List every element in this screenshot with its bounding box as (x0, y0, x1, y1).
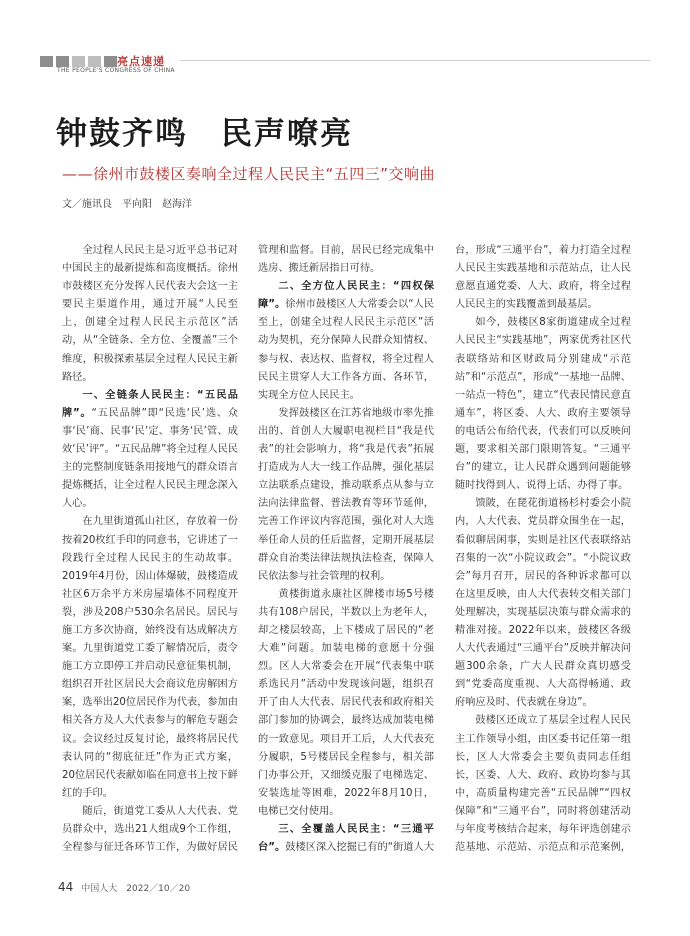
text-column-3 (455, 242, 631, 854)
section-label: 亮点速递 (117, 55, 165, 68)
section-heading: 二、全方位人民民主：“四权保障”。 (258, 281, 434, 311)
article-title: 钟鼓齐鸣 民声嘹亮 (56, 116, 353, 152)
section-heading: 一、全链条人民民主：“五民品牌”。 (62, 389, 238, 419)
paragraph: 一、全链条人民民主：“五民品牌”。“五民品牌”即“民选‘民’选、众事‘民’商、民事‘民’定、事务‘民’管、成效‘民’评”。“五民品牌”将全过程人民民主的完整制度链条用接地气的群众语言提炼概括，让全过程人民民主理念深入人心。 (62, 389, 238, 510)
paragraph: 黄楼街道永康社区牌楼市场5号楼共有108户居民，半数以上为老年人，却之楼层较高，上下楼成了居民的“老大难”问题。加装电梯的意愿十分强烈。区人大常委会在开展“代表集中联系选民月”活动中发现该问题，组织召开了由人大代表、居民代表和政府相关部门参加的协调会，最终达成加装电梯的一致意见。项目开工后，人大代表充分履职，5号楼居民全程参与，相关部门办事公开，又细缓克服了电梯选定、安装选址等困难，2022年8月10日，电梯已交付使用。 (258, 588, 434, 817)
paragraph: 全过程人民民主是习近平总书记对中国民主的最新提炼和高度概括。徐州市鼓楼区充分发挥人民代表大会这一主要民主渠道作用，通过开展“人民至上，创建全过程人民民主示范区”活动，从“全链条、全方位、全覆盖”三个维度，积极探索基层全过程人民民主新路径。 (62, 245, 238, 383)
page-footer (58, 880, 190, 894)
section-heading: 三、全覆盖人民民主：“三通平台”。 (258, 824, 434, 854)
byline: 文／施讯良 平向阳 赵海洋 (62, 199, 192, 210)
header-rule (180, 60, 650, 61)
paragraph: 馈陂，在琵花街道杨杉村委会小院内，人大代表、党员群众围坐在一起，看似聊居闲事，实则是社区代表联络站召集的一次“小院议政会”。“小院议政会”每月召开，居民的各种诉求都可以在这里反映，由人大代表转交相关部门处理解决，实现基层决策与群众需求的精准对接。2022年以来，鼓楼区各级人大代表通过“三通平台”反映并解决问题300余条，广大人民群众真切感受到“党委高度重视、人大高得畅通、政府响应及时、代表就在身边”。 (455, 498, 631, 709)
text-column-2 (258, 242, 434, 854)
paragraph: 台，形成“三通平台”，着力打造全过程人民民主实践基地和示范站点，让人民意愿直通党委、人大、政府，将全过程人民民主的实践覆盖到最基层。 (455, 245, 631, 311)
paragraph: 发挥鼓楼区在江苏省地级市率先推出的、首创人大履职电视栏目“我是代表”的社会影响力，将“我是代表”拓展打造成为人大一线工作品牌，强化基层立法联系点建设，推动联系点从参与立法向法律监督、普法教育等环节延伸，完善工作评议内容范围，强化对人大选举任命人员的任后监督，定期开展基层群众自治类法律法规执法检查，保障人民依法参与社会管理的权利。 (258, 407, 434, 582)
magazine-english-name: THE PEOPLE'S CONGRESS OF CHINA (57, 67, 175, 74)
text-column-1 (62, 242, 238, 854)
paragraph: 三、全覆盖人民民主：“三通平台”。鼓楼区深入挖掘已有的“街道人大 (258, 824, 434, 854)
paragraph: 在九里街道孤山社区，存放着一份按着20枚红手印的同意书，它讲述了一段践行全过程人民民主的生动故事。2019年4月份，因山体爆破，鼓楼造成社区6万余平方米房屋墙体不同程度开裂，涉及208户530余名居民。居民与施工方多次协商，始终没有达成解决方案。九里街道党工委了解情况后，责令施工方立即停工并启动民意征集机制，组织召开社区居民大会商议危房解困方案，选举出20位居民作为代表，参加由相关各方及人大代表参与的解危专题会议。会议经过反复讨论，最终将居民代表认同的“彻底征迁”作为正式方案，20位居民代表献如临在同意书上按下鲜红的手印。 (62, 516, 238, 799)
paragraph: 二、全方位人民民主：“四权保障”。徐州市鼓楼区人大常委会以“人民至上，创建全过程人民民主示范区”活动为契机，充分保障人民群众知情权、参与权、表达权、监督权，将全过程人民民主贯穿人大工作各方面、各环节，实现全方位人民民主。 (258, 281, 434, 401)
paragraph: 鼓楼区还成立了基层全过程人民民主工作领导小组，由区委书记任第一组长，区人大常委会主要负责同志任组长，区委、人大、政府、政协均参与其中，高质量构建完善“五民品牌”“四权保障”和“三通平台”，同时将创建活动与年度考核结合起来，每年评选创建示范基地、示范站、示范点和示范案例， (455, 715, 631, 854)
header-decor-bars (40, 56, 117, 67)
paragraph: 如今，鼓楼区8家街道建成全过程人民民主“实践基地”，两家优秀社区代表联络站和区财政局分别建成“示范站”和“示范点”，形成“一基地一品牌、一站点一特色”，建立“代表民情民意直通车”，将区委、人大、政府主要领导的电话公布给代表，代表们可以反映问题，要求相关部门限期答复。“三通平台”的建立，让人民群众遇到问题能够随时找得到人、说得上话、办得了事。 (455, 317, 631, 492)
paragraph: 管理和监督。目前，居民已经完成集中选房、搬迁新居指日可待。 (258, 245, 434, 275)
article-subtitle: ——徐州市鼓楼区奏响全过程人民民主“五四三”交响曲 (62, 165, 436, 183)
page-number: 44 (58, 880, 74, 894)
publication-info: 中国人大 2022／10／20 (81, 884, 191, 894)
paragraph: 随后，街道党工委从人大代表、党员群众中，选出21人组成9个工作组，全程参与征迁各环节工作，为做好居民 (62, 805, 238, 854)
